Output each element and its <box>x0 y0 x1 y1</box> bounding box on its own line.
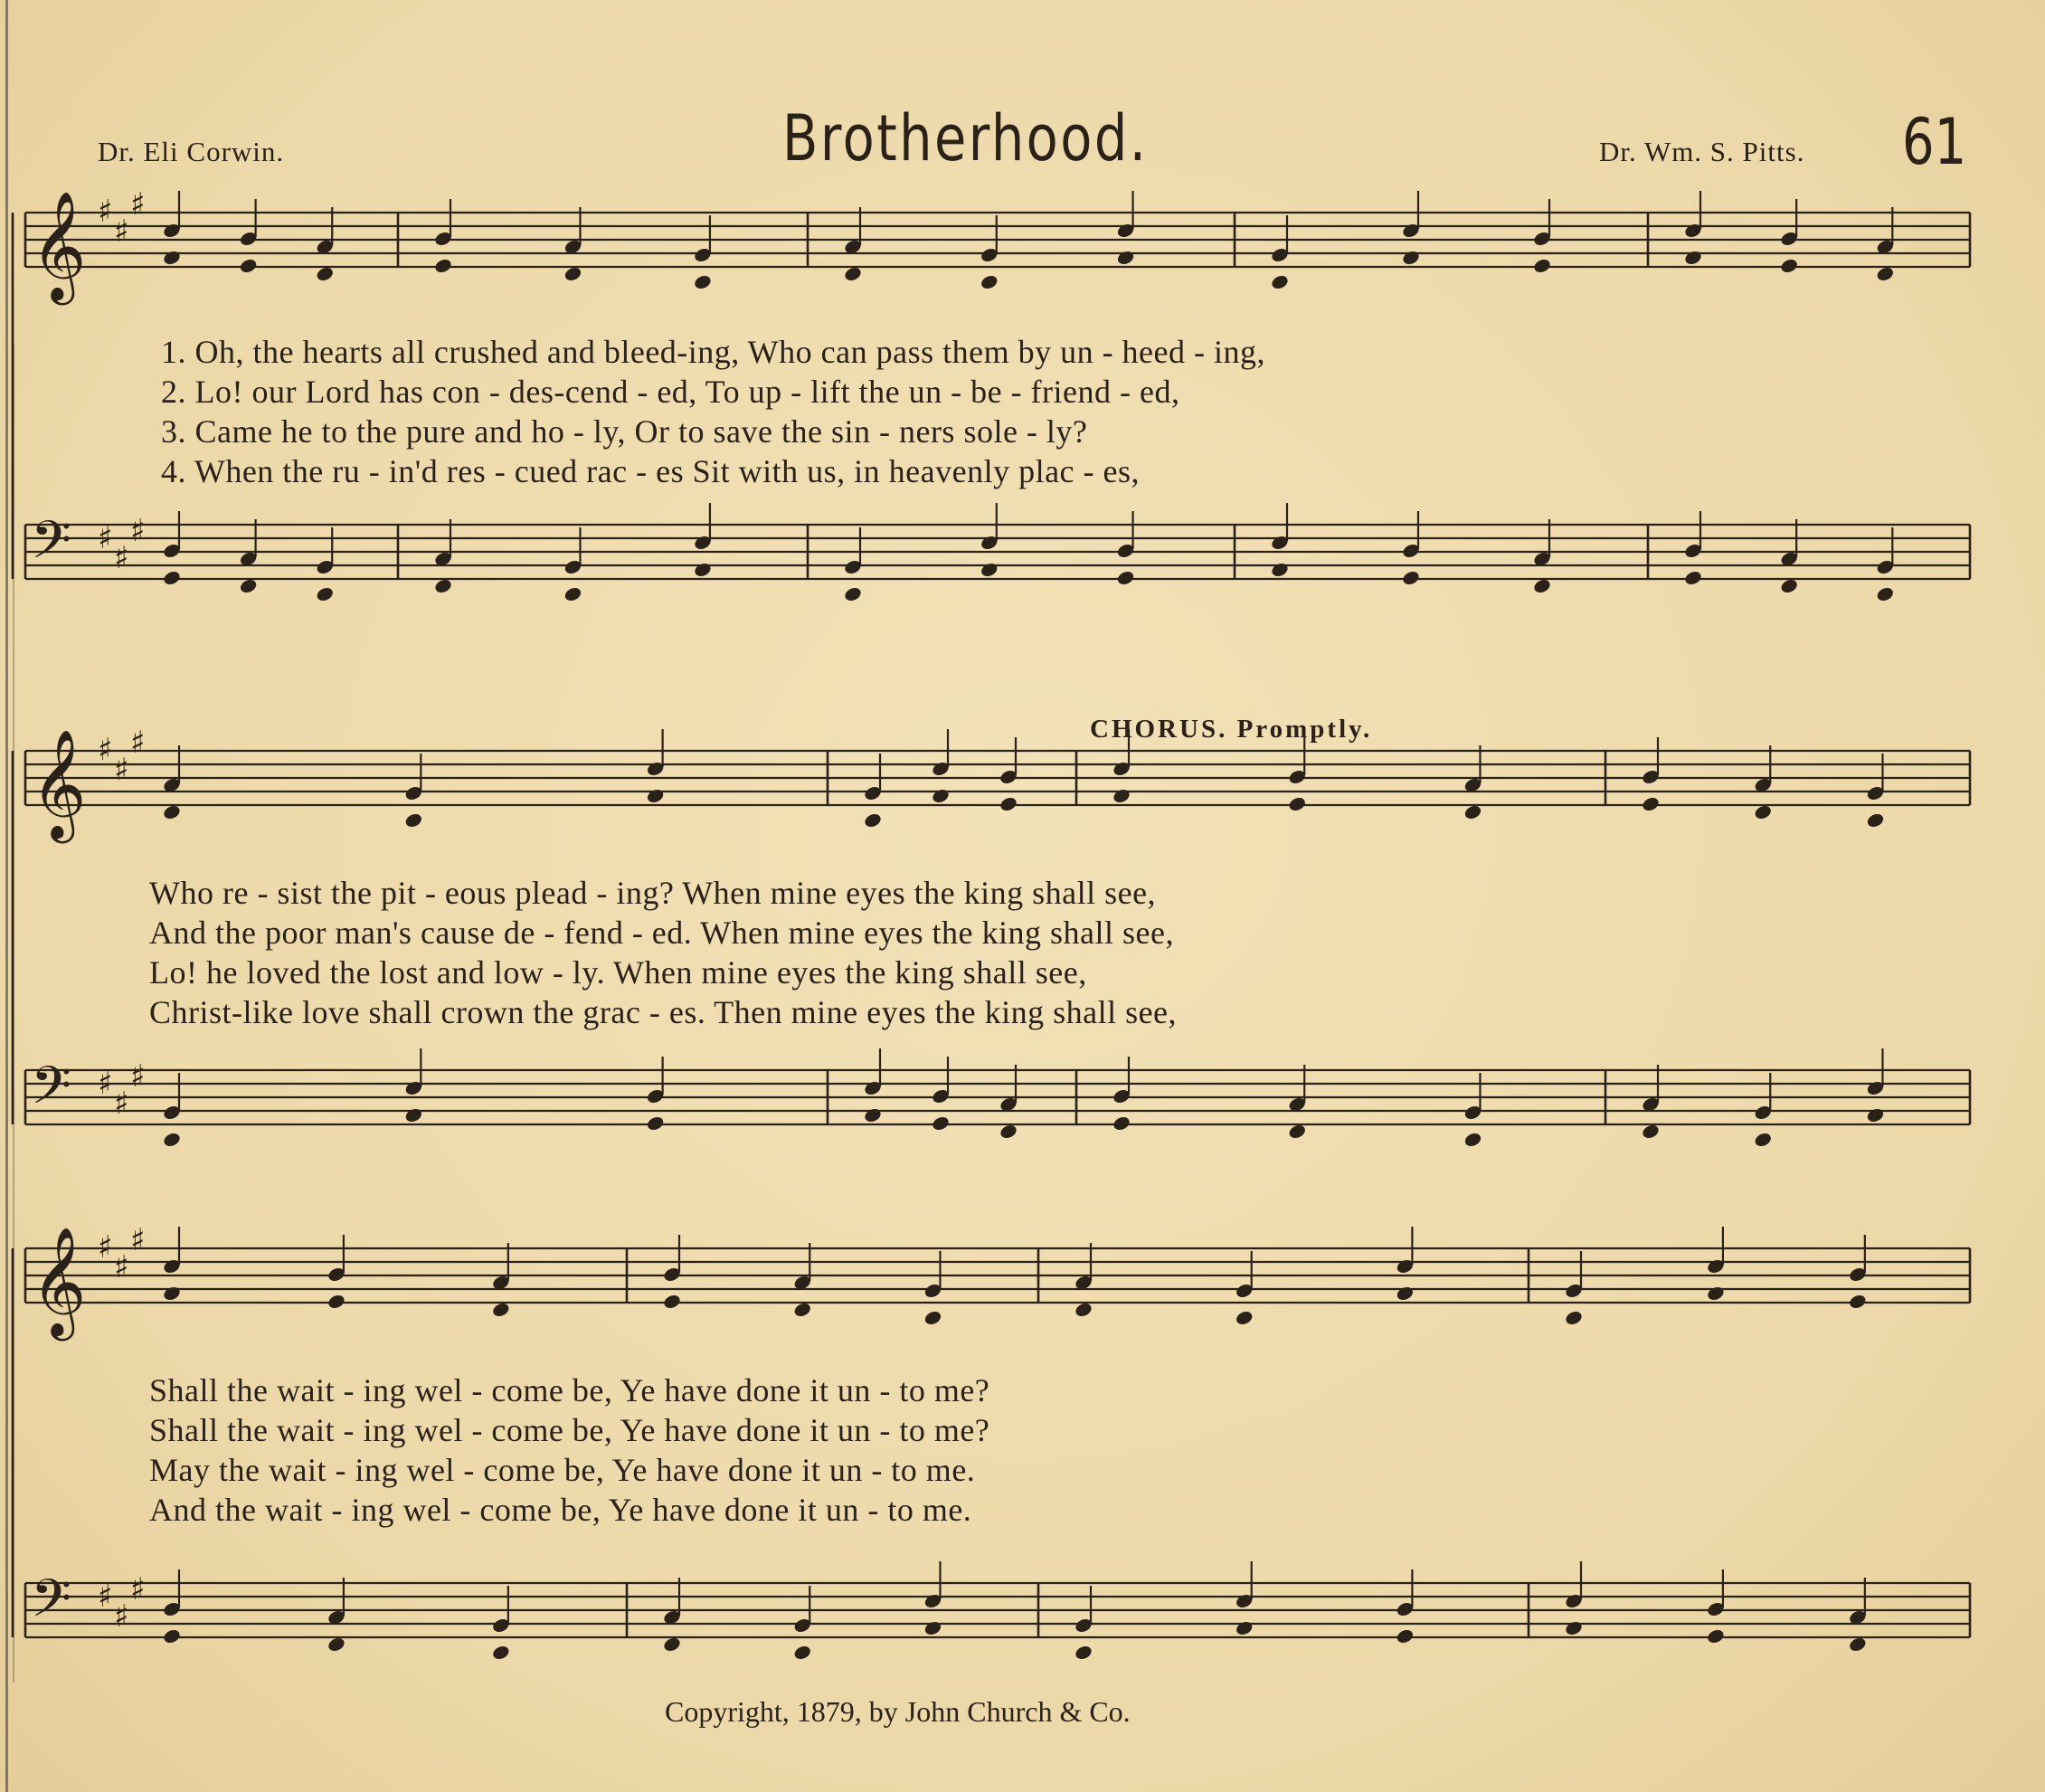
note-head <box>1641 1123 1661 1140</box>
note-head <box>433 257 453 274</box>
note-head <box>1532 257 1552 274</box>
note-head <box>1779 257 1799 274</box>
note-head <box>1848 1636 1868 1653</box>
copyright-notice: Copyright, 1879, by John Church & Co. <box>665 1695 1131 1728</box>
note-head <box>923 1619 943 1636</box>
lyric-line: 4. When the ru - in'd res - cued rac - es Sit with us, in heavenly plac - es, <box>161 453 1141 489</box>
note-head <box>693 273 713 290</box>
note-head <box>1875 265 1895 282</box>
sharp-icon: ♯ <box>114 540 129 576</box>
sharp-icon: ♯ <box>130 513 146 549</box>
sharp-icon: ♯ <box>130 186 146 223</box>
lyric-line: 3. Came he to the pure and ho - ly, Or to save the sin - ners sole - ly? <box>161 413 1088 450</box>
note-head <box>1463 1131 1483 1148</box>
treble-clef-icon: 𝄞 <box>31 1226 87 1336</box>
lyric-line: 1. Oh, the hearts all crushed and bleed-ing, Who can pass them by un - heed - ing, <box>161 334 1266 370</box>
note-head <box>315 265 335 282</box>
sharp-icon: ♯ <box>130 725 146 761</box>
note-head <box>162 1131 182 1148</box>
note-head <box>162 1285 182 1302</box>
note-head <box>1866 1106 1886 1124</box>
sharp-icon: ♯ <box>98 520 113 556</box>
note-head <box>1564 1309 1584 1326</box>
note-head <box>327 1293 346 1310</box>
lyric-line: And the wait - ing wel - come be, Ye have done it un - to me. <box>149 1492 972 1528</box>
sharp-icon: ♯ <box>98 1066 113 1102</box>
lyric-line: Shall the wait - ing wel - come be, Ye have done it un - to me? <box>149 1372 990 1408</box>
note-head <box>792 1301 812 1318</box>
note-head <box>433 577 453 594</box>
sharp-icon: ♯ <box>98 732 113 768</box>
lyric-line: May the wait - ing wel - come be, Ye have done it un - to me. <box>149 1452 976 1488</box>
note-head <box>327 1636 346 1653</box>
note-head <box>792 1644 812 1661</box>
note-head <box>239 257 259 274</box>
note-head <box>1287 1123 1307 1140</box>
note-head <box>1395 1627 1415 1645</box>
note-head <box>1564 1619 1584 1636</box>
bass-clef-icon: 𝄢 <box>31 1055 72 1129</box>
note-head <box>403 811 423 829</box>
note-head <box>646 787 666 804</box>
note-head <box>1532 577 1552 594</box>
hymn-title: Brotherhood. <box>782 101 1149 175</box>
lyric-line: And the poor man's cause de - fend - ed. When mine eyes the king shall see, <box>149 915 1174 951</box>
sharp-icon: ♯ <box>114 213 129 250</box>
note-head <box>1074 1644 1094 1661</box>
note-head <box>162 249 182 266</box>
page-number: 61 <box>1902 105 1967 179</box>
sharp-icon: ♯ <box>114 1086 129 1122</box>
note-head <box>843 265 863 282</box>
lyric-line: Lo! he loved the lost and low - ly. When mine eyes the king shall see, <box>149 954 1087 991</box>
note-head <box>1463 803 1483 820</box>
note-head <box>1395 1285 1415 1302</box>
note-head <box>1270 273 1290 290</box>
note-head <box>662 1293 682 1310</box>
bass-clef-icon: 𝄢 <box>31 1568 72 1642</box>
note-head <box>1401 249 1421 266</box>
note-head <box>980 273 999 290</box>
note-head <box>491 1301 511 1318</box>
note-head <box>1401 569 1421 586</box>
treble-clef-icon: 𝄞 <box>31 728 87 839</box>
note-head <box>563 265 583 282</box>
composer-right: Dr. Wm. S. Pitts. <box>1599 136 1805 167</box>
note-head <box>693 561 713 578</box>
note-head <box>1779 577 1799 594</box>
note-head <box>1235 1309 1254 1326</box>
note-head <box>1270 561 1290 578</box>
sharp-icon: ♯ <box>98 194 113 230</box>
note-head <box>1235 1619 1254 1636</box>
note-head <box>1753 1131 1773 1148</box>
note-head <box>1116 249 1136 266</box>
note-head <box>1683 249 1703 266</box>
note-head <box>1706 1627 1726 1645</box>
note-head <box>843 585 863 602</box>
note-head <box>162 1627 182 1645</box>
bass-clef-icon: 𝄢 <box>31 509 72 583</box>
note-head <box>1875 585 1895 602</box>
note-head <box>931 1114 951 1132</box>
note-head <box>931 787 951 804</box>
note-head <box>1112 1114 1131 1132</box>
note-head <box>239 577 259 594</box>
note-head <box>403 1106 423 1124</box>
note-head <box>1866 811 1886 829</box>
treble-clef-icon: 𝄞 <box>31 190 87 300</box>
sharp-icon: ♯ <box>98 1229 113 1266</box>
note-head <box>1848 1293 1868 1310</box>
lyric-line: Who re - sist the pit - eous plead - ing? When mine eyes the king shall see, <box>149 875 1157 911</box>
note-head <box>1641 795 1661 812</box>
note-head <box>1683 569 1703 586</box>
note-head <box>1753 803 1773 820</box>
lyric-line: Christ-like love shall crown the grac - es. Then mine eyes the king shall see, <box>149 994 1178 1030</box>
note-head <box>315 585 335 602</box>
sharp-icon: ♯ <box>130 1571 146 1607</box>
note-head <box>1706 1285 1726 1302</box>
note-head <box>999 1123 1018 1140</box>
note-head <box>491 1644 511 1661</box>
note-head <box>162 803 182 820</box>
note-head <box>863 811 883 829</box>
note-head <box>999 795 1018 812</box>
sharp-icon: ♯ <box>114 1249 129 1285</box>
sharp-icon: ♯ <box>114 752 129 788</box>
note-head <box>1287 795 1307 812</box>
composer-left: Dr. Eli Corwin. <box>98 136 285 167</box>
note-head <box>563 585 583 602</box>
lyric-line: Shall the wait - ing wel - come be, Ye have done it un - to me? <box>149 1412 990 1448</box>
sharp-icon: ♯ <box>130 1058 146 1095</box>
lyric-line: 2. Lo! our Lord has con - des-cend - ed, To up - lift the un - be - friend - ed, <box>161 374 1180 410</box>
note-head <box>646 1114 666 1132</box>
sharp-icon: ♯ <box>114 1598 129 1635</box>
sharp-icon: ♯ <box>98 1579 113 1615</box>
note-head <box>162 569 182 586</box>
note-head <box>863 1106 883 1124</box>
note-head <box>980 561 999 578</box>
note-head <box>1116 569 1136 586</box>
sharp-icon: ♯ <box>130 1222 146 1258</box>
note-head <box>1112 787 1131 804</box>
chorus-marking: CHORUS. Promptly. <box>1090 715 1373 744</box>
note-head <box>662 1636 682 1653</box>
note-head <box>1074 1301 1094 1318</box>
note-head <box>923 1309 943 1326</box>
